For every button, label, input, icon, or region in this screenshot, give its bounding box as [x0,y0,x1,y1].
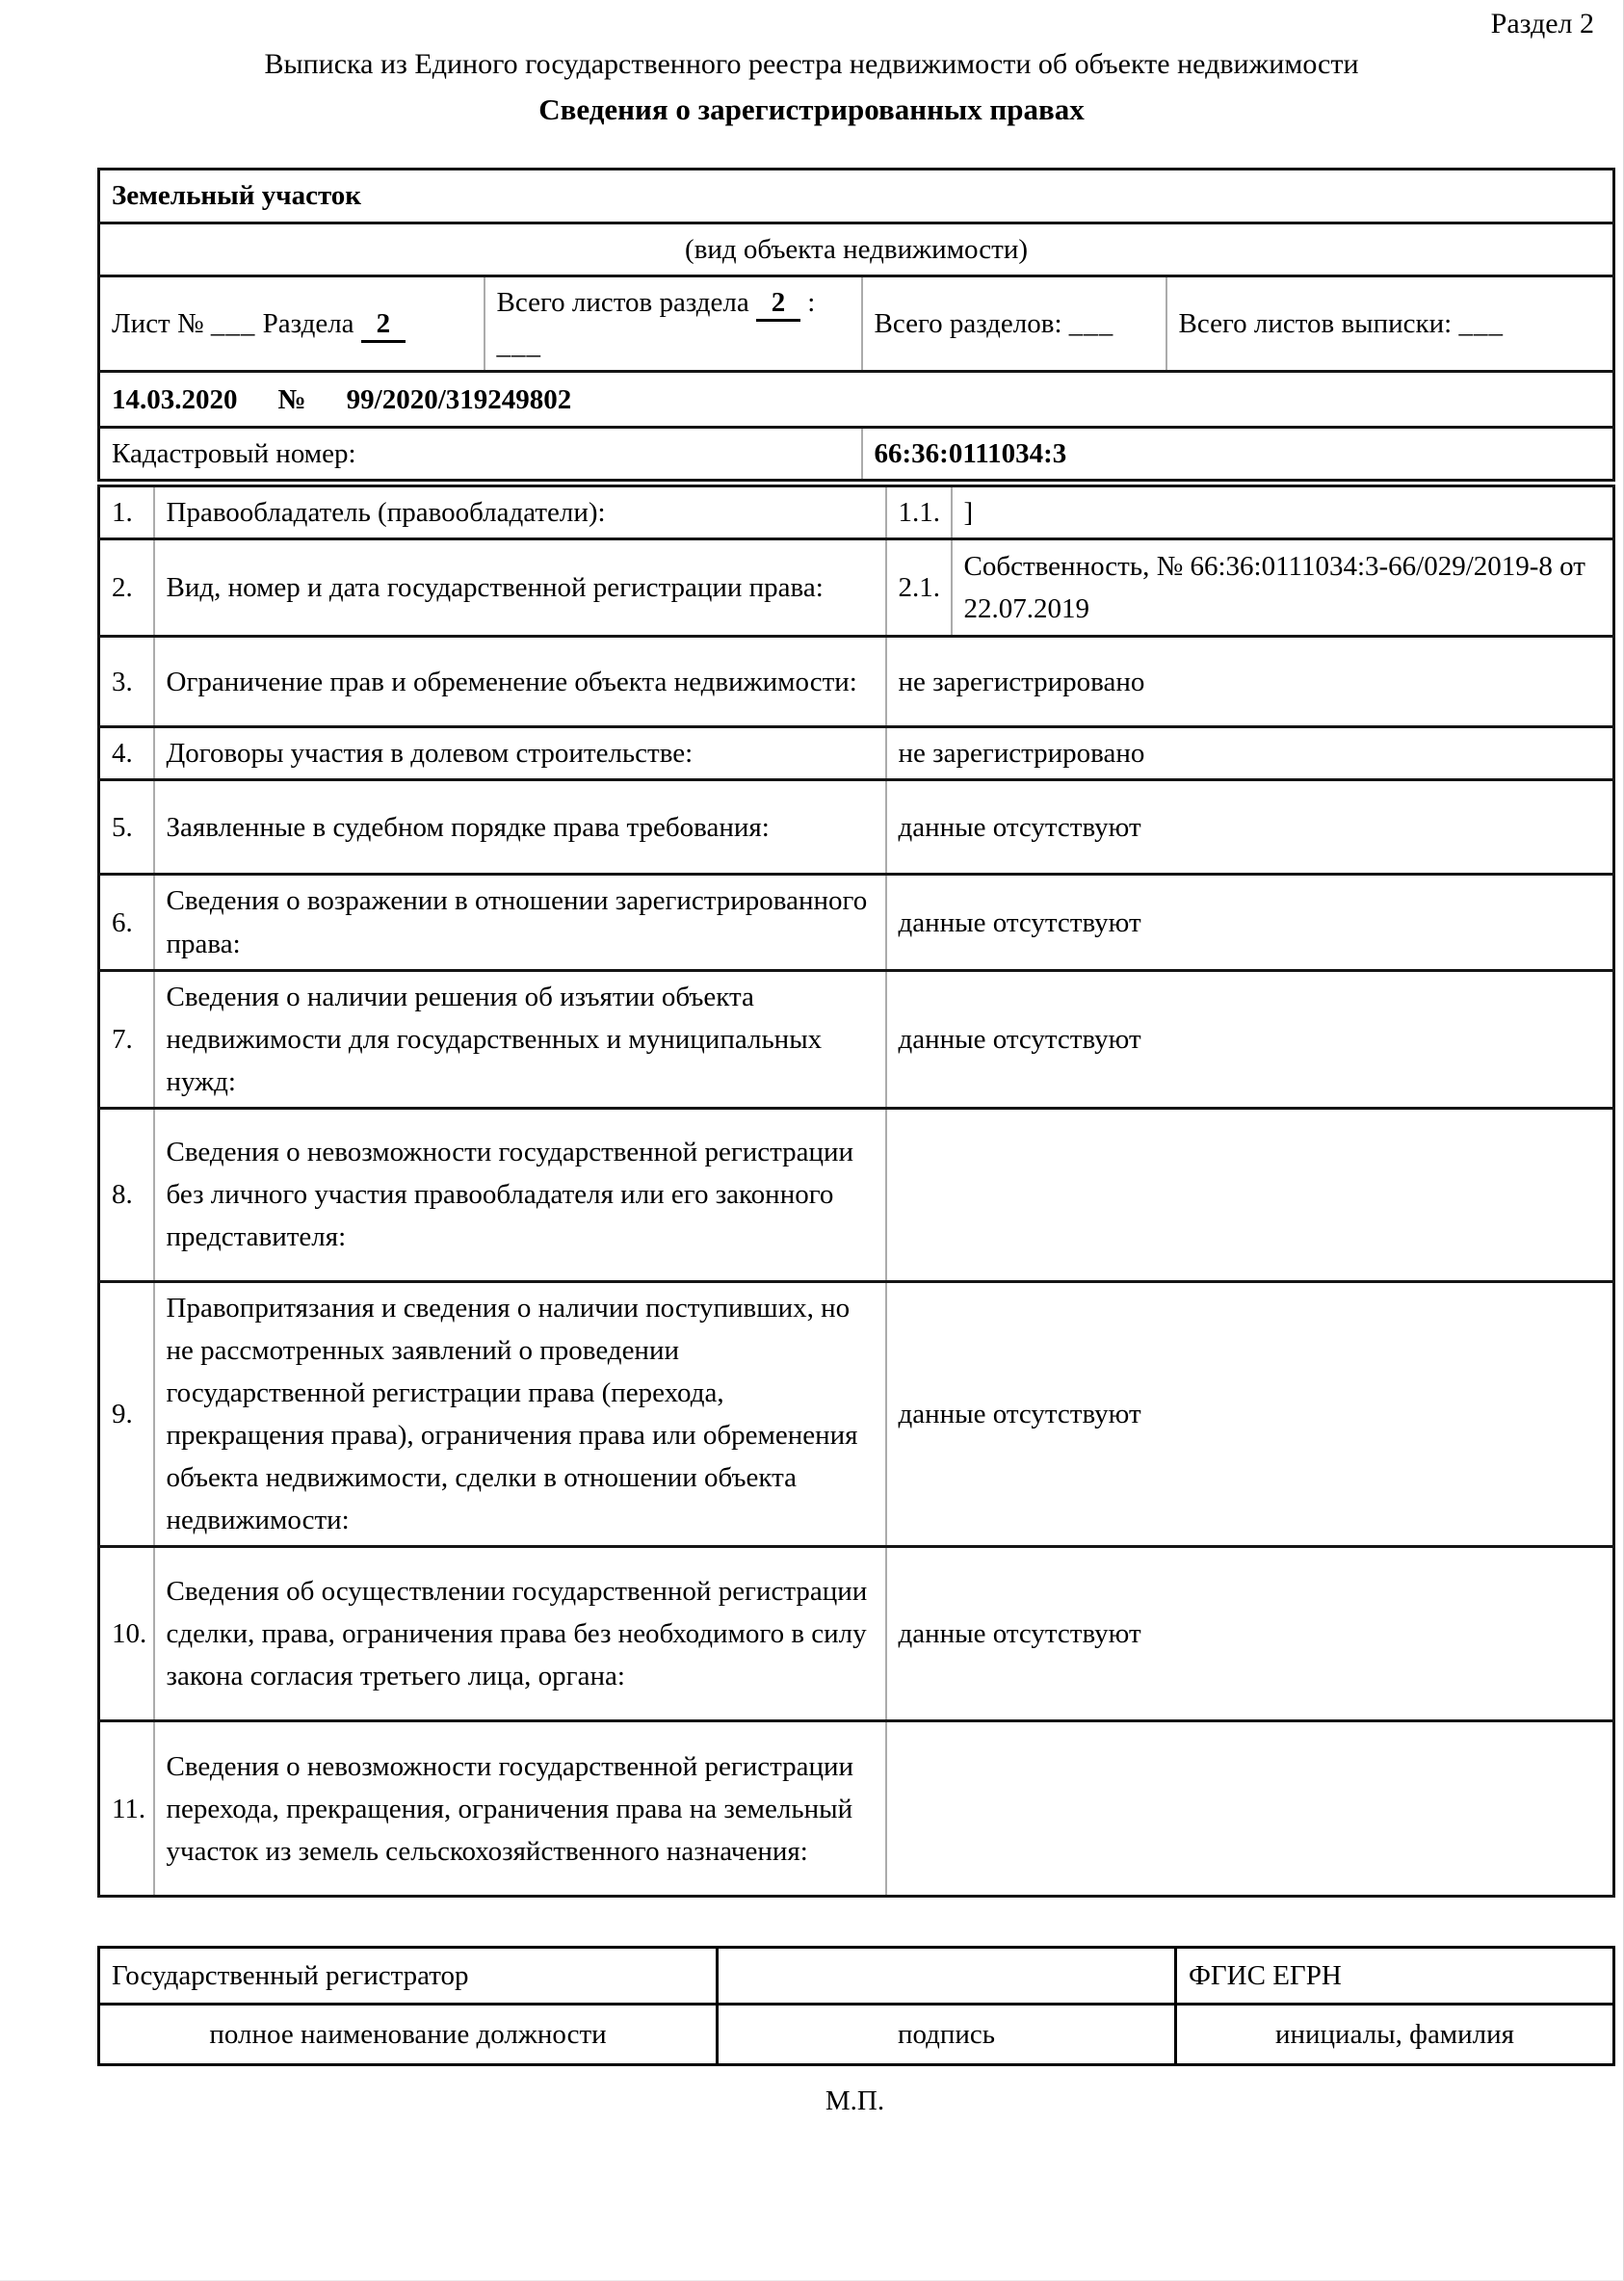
row-label: Договоры участия в долевом строительстве: [154,727,886,780]
row-number: 9. [99,1281,154,1546]
total-sheets-value: 2 [756,287,800,322]
total-extract-sheets-label: Всего листов выписки: [1178,308,1453,340]
cadastral-value-cell: 66:36:0111034:3 [862,428,1614,481]
row-number: 4. [99,727,154,780]
total-extract-sheets-blank: ___ [1458,308,1504,340]
razdel-value: 2 [361,308,406,343]
signature-caption-cell: подпись [718,2005,1176,2065]
extract-date: 14.03.2020 [112,383,238,415]
registrar-cell: Государственный регистратор [99,1948,718,2005]
row-value: не зарегистрировано [886,727,1614,780]
row-number: 8. [99,1108,154,1281]
object-type-caption-cell: (вид объекта недвижимости) [99,223,1614,276]
row-label: Сведения о наличии решения об изъятии объекта недвижимости для государственных и муниципальных нужд: [154,970,886,1108]
row-number: 1. [99,486,154,539]
signature-space-cell [718,1948,1176,2005]
row-subnumber: 2.1. [886,539,952,637]
object-info-table [97,168,1615,482]
fgis-cell: ФГИС ЕГРН [1176,1948,1614,2005]
row-subnumber: 1.1. [886,486,952,539]
row-label: Правообладатель (правообладатели): [154,486,886,539]
date-number-cell [99,372,1614,428]
cadastral-label-cell: Кадастровый номер: [99,428,862,481]
row-label: Сведения о возражении в отношении зарегистрированного права: [154,875,886,970]
row-label: Сведения о невозможности государственной регистрации перехода, прекращения, ограничения права на земельный участок из земель сельскохозяйственного назначения: [154,1721,886,1897]
row-value: данные отсутствуют [886,970,1614,1108]
total-sections-cell [862,276,1166,372]
object-type-cell: Земельный участок [99,170,1614,223]
total-sheets-label: Всего листов раздела [496,287,749,319]
row-value: ] [952,486,1614,539]
row-value: Собственность, № 66:36:0111034:3-66/029/2019-8 от 22.07.2019 [952,539,1614,637]
row-label: Сведения об осуществлении государственной регистрации сделки, права, ограничения права без необходимого в силу закона согласия третьего лица, органа: [154,1547,886,1721]
total-sheets-cell [485,276,862,372]
sheet-number-cell [99,276,485,372]
total-sections-blank: ___ [1068,308,1114,340]
registered-rights-table [97,485,1615,1898]
sheet-label: Лист № [112,308,204,340]
row-number: 5. [99,780,154,875]
extract-number: 99/2020/319249802 [346,383,572,415]
page-subtitle: Сведения о зарегистрированных правах [538,92,1085,126]
section-label: Раздел 2 [1490,8,1594,39]
row-value [886,1721,1614,1897]
row-value: данные отсутствуют [886,780,1614,875]
number-sign: № [277,383,306,415]
row-label: Правопритязания и сведения о наличии поступивших, но не рассмотренных заявлений о проведении государственной регистрации права (перехода, прекращения права), ограничения права или обременения объекта недвижимости, сделки в отношении объекта недвижимости: [154,1281,886,1546]
page-title: Выписка из Единого государственного реестра недвижимости об объекте недвижимости [264,48,1359,80]
stamp-place-label: М.П. [825,2085,885,2117]
total-sheets-blank: ___ [496,329,541,361]
name-caption-cell: инициалы, фамилия [1176,2005,1614,2065]
row-number: 10. [99,1547,154,1721]
razdel-label: Раздела [262,308,354,340]
total-sections-label: Всего разделов: [874,308,1062,340]
signature-table [97,1946,1615,2066]
row-number: 2. [99,539,154,637]
row-value: не зарегистрировано [886,637,1614,727]
row-label: Вид, номер и дата государственной регистрации права: [154,539,886,637]
row-number: 6. [99,875,154,970]
row-value [886,1108,1614,1281]
sheet-blank: ___ [210,308,256,340]
total-sheets-colon: : [807,287,816,319]
row-label: Ограничение прав и обременение объекта недвижимости: [154,637,886,727]
row-value: данные отсутствуют [886,875,1614,970]
row-value: данные отсутствуют [886,1547,1614,1721]
row-number: 11. [99,1721,154,1897]
row-label: Сведения о невозможности государственной регистрации без личного участия правообладателя или его законного представителя: [154,1108,886,1281]
row-value: данные отсутствуют [886,1281,1614,1546]
position-caption-cell: полное наименование должности [99,2005,718,2065]
row-number: 3. [99,637,154,727]
row-number: 7. [99,970,154,1108]
row-label: Заявленные в судебном порядке права требования: [154,780,886,875]
total-extract-sheets-cell [1166,276,1614,372]
